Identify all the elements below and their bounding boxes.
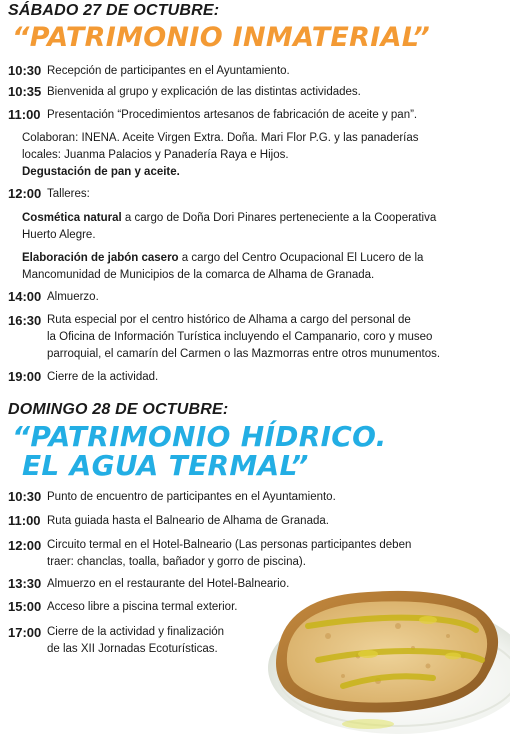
schedule-text: Almuerzo en el restaurante del Hotel-Balneario. [47,578,290,590]
workshop-title: Elaboración de jabón casero [22,252,179,264]
schedule-time: 11:00 [8,513,41,528]
schedule-text: Ruta guiada hasta el Balneario de Alhama de Granada. [47,515,329,527]
saturday-heading: SÁBADO 27 DE OCTUBRE: [8,2,220,19]
text-line: parroquial, el camarín del Carmen o las Mazmorras entre otros munumentos. [47,348,441,360]
text-line: la Oficina de Información Turística incluyendo el Campanario, coro y museo [47,331,433,343]
schedule-text: Recepción de participantes en el Ayuntamiento. [47,65,290,77]
collaborators-note [22,130,498,181]
schedule-time: 17:00 [8,625,42,640]
schedule-time: 19:00 [8,369,42,384]
text-line: de las XII Jornadas Ecoturísticas. [47,643,218,655]
schedule-time: 10:35 [8,84,42,99]
workshop-text: Mancomunidad de Municipios de la comarca de Alhama de Granada. [22,269,375,281]
workshop-text: a cargo de Doña Dori Pinares perteneciente a la Cooperativa [121,212,437,224]
schedule-time: 16:30 [8,313,42,328]
schedule-text: Talleres: [47,188,90,200]
schedule-time: 11:00 [8,107,41,122]
schedule-time: 12:00 [8,538,42,553]
schedule-text: Almuerzo. [47,291,99,303]
schedule-text: Bienvenida al grupo y explicación de las distintas actividades. [47,86,361,98]
schedule-time: 14:00 [8,289,42,304]
workshop-text: Huerto Alegre. [22,229,96,241]
schedule-text: Acceso libre a piscina termal exterior. [47,601,238,613]
sunday-title-line: “PATRIMONIO HÍDRICO. [12,420,387,453]
schedule-text: Presentación “Procedimientos artesanos de fabricación de aceite y pan”. [47,109,418,121]
bread-oil-photo [248,556,510,734]
schedule-text [47,312,440,363]
tasting-note: Degustación de pan y aceite. [22,166,180,178]
workshop-soap [22,250,498,284]
text-line: Cierre de la actividad y finalización [47,626,225,638]
schedule-text: Punto de encuentro de participantes en el Ayuntamiento. [47,491,336,503]
schedule-time: 10:30 [8,63,42,78]
schedule-text [47,624,224,658]
sunday-title-line: EL AGUA TERMAL” [22,449,309,482]
saturday-title: “PATRIMONIO INMATERIAL” [12,22,431,53]
schedule-time: 10:30 [8,489,42,504]
text-line: Circuito termal en el Hotel-Balneario (Las personas participantes deben [47,539,412,551]
workshop-title: Cosmética natural [22,212,122,224]
workshop-cosmetics [22,210,498,244]
sunday-heading: DOMINGO 28 DE OCTUBRE: [8,401,229,418]
sunday-title [12,422,387,480]
text-line: traer: chanclas, toalla, bañador y gorro de piscina). [47,556,306,568]
schedule-time: 12:00 [8,186,42,201]
schedule-time: 13:30 [8,576,42,591]
collaborators-line: Colaboran: INENA. Aceite Virgen Extra. Doña. Mari Flor P.G. y las panaderías [22,132,419,144]
schedule-text: Cierre de la actividad. [47,371,159,383]
collaborators-line: locales: Juanma Palacios y Panadería Raya e Hijos. [22,149,289,161]
workshop-text: a cargo del Centro Ocupacional El Lucero de la [178,252,424,264]
text-line: Ruta especial por el centro histórico de Alhama a cargo del personal de [47,314,411,326]
schedule-time: 15:00 [8,599,42,614]
